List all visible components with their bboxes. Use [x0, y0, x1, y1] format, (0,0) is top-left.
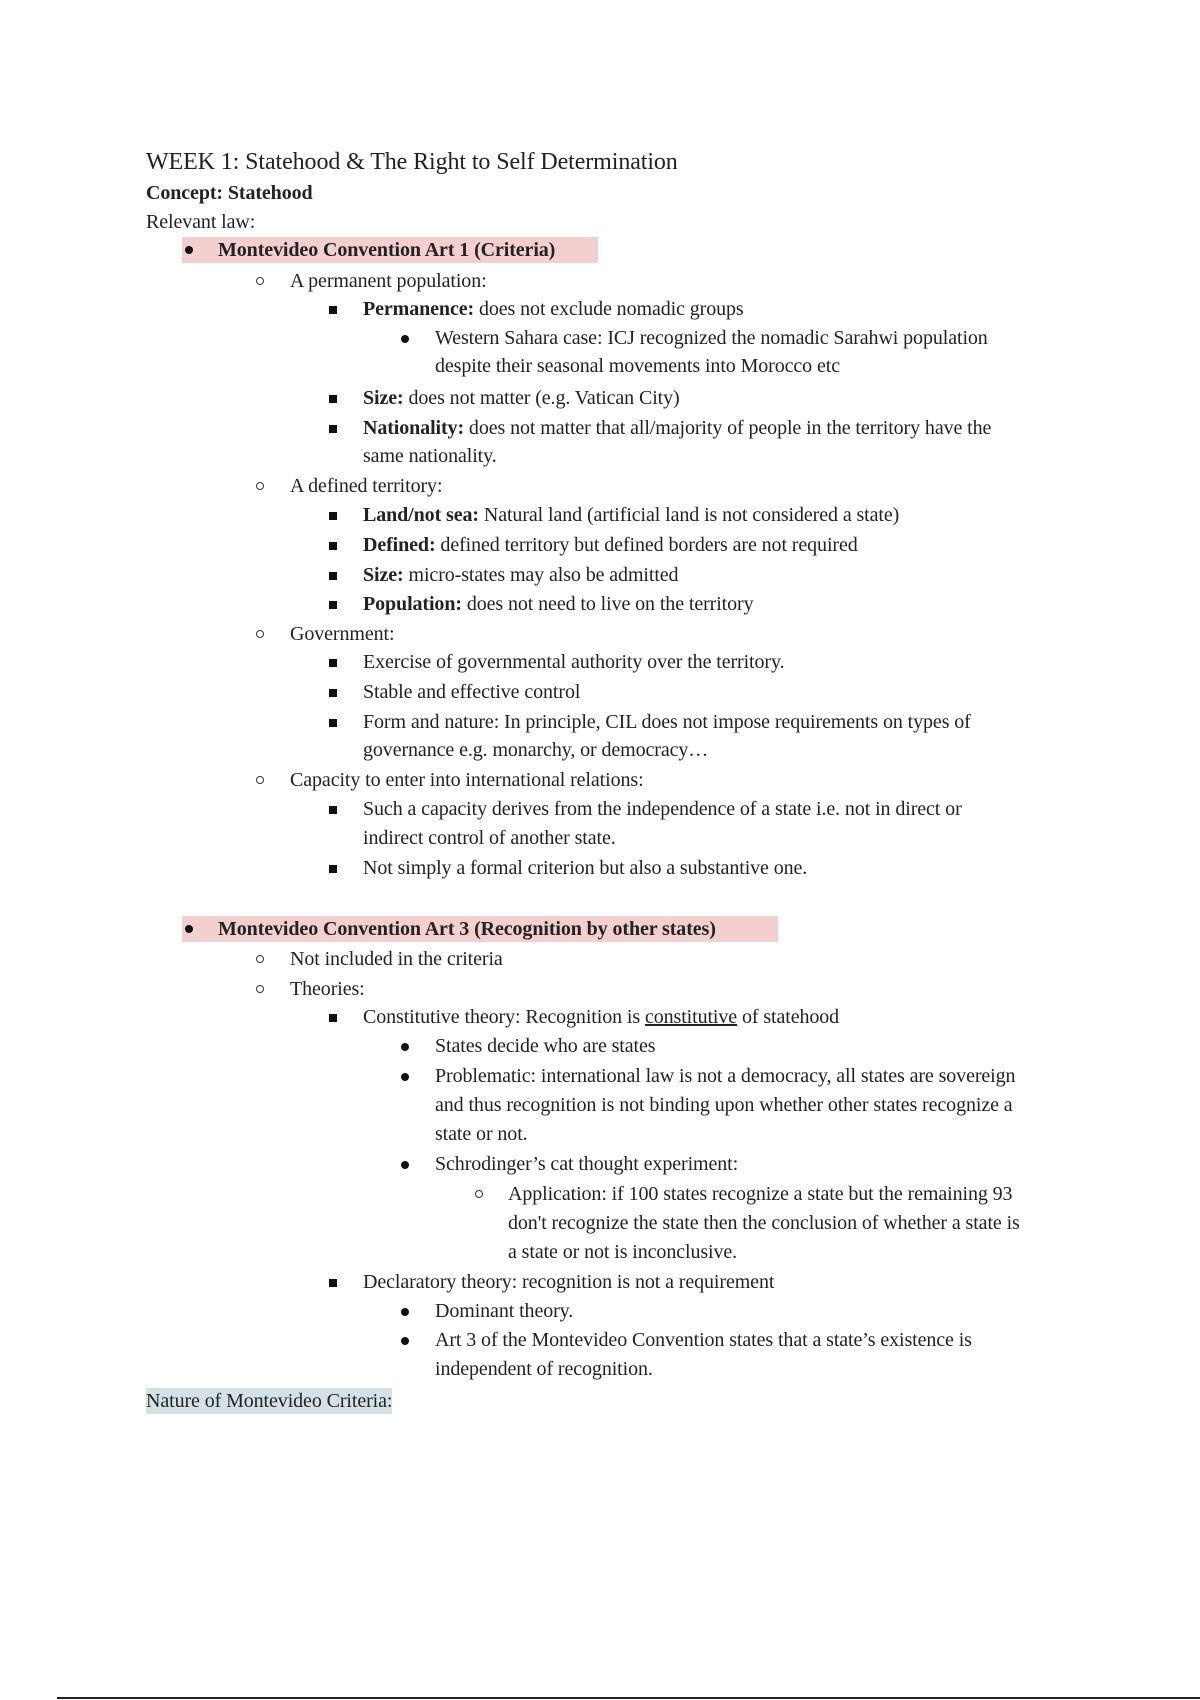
declaratory-sub-2-line-2: independent of recognition.	[435, 1358, 653, 1380]
constitutive-sub-3: Schrodinger’s cat thought experiment:	[435, 1153, 739, 1175]
declaratory-theory-item: Declaratory theory: recognition is not a requirement	[363, 1271, 775, 1293]
defined-text: defined territory but defined borders are not required	[435, 534, 858, 556]
bullet-disc	[185, 246, 193, 254]
bullet-square	[329, 425, 337, 433]
government-label: Government:	[290, 623, 395, 645]
relevant-law-label: Relevant law:	[146, 211, 256, 233]
territory-size-item	[363, 562, 678, 588]
bullet-square	[329, 659, 337, 667]
bullet-disc	[401, 1073, 409, 1081]
bullet-square	[329, 689, 337, 697]
constitutive-theory-item	[363, 1004, 839, 1030]
constitutive-prefix: Constitutive theory: Recognition is	[363, 1006, 645, 1028]
size-term: Size:	[363, 387, 404, 409]
defined-item	[363, 532, 858, 558]
bullet-disc	[401, 1308, 409, 1316]
permanence-item	[363, 296, 744, 322]
population-label: A permanent population:	[290, 270, 487, 292]
constitutive-underlined: constitutive	[644, 1006, 738, 1028]
bullet-square	[329, 719, 337, 727]
bullet-circle	[475, 1190, 483, 1198]
land-item	[363, 502, 899, 528]
population-text: does not need to live on the territory	[461, 593, 754, 615]
nationality-term: Nationality:	[363, 417, 465, 439]
government-item-2: Stable and effective control	[363, 681, 581, 703]
bullet-disc	[401, 1161, 409, 1169]
bullet-square	[329, 512, 337, 520]
bullet-square	[329, 806, 337, 814]
declaratory-sub-2-line-1: Art 3 of the Montevideo Convention states that a state’s existence is	[435, 1329, 972, 1351]
constitutive-sub-2-line-3: state or not.	[435, 1123, 528, 1145]
permanence-term: Permanence:	[363, 298, 475, 320]
constitutive-sub-1: States decide who are states	[435, 1035, 656, 1057]
bullet-circle	[256, 776, 264, 784]
nationality-line-2: same nationality.	[363, 445, 497, 467]
bullet-square	[329, 572, 337, 580]
constitutive-sub-2-line-1: Problematic: international law is not a democracy, all states are sovereign	[435, 1065, 1016, 1087]
government-item-3-line-1: Form and nature: In principle, CIL does not impose requirements on types of	[363, 711, 971, 733]
western-sahara-line-1: Western Sahara case: ICJ recognized the nomadic Sarahwi population	[435, 327, 988, 349]
population-size-item	[363, 385, 680, 411]
bullet-circle	[256, 630, 264, 638]
nationality-text: does not matter that all/majority of people in the territory have the	[464, 417, 992, 439]
bullet-square	[329, 1279, 337, 1287]
western-sahara-line-2: despite their seasonal movements into Morocco etc	[435, 355, 840, 377]
constitutive-sub-2-line-2: and thus recognition is not binding upon whether other states recognize a	[435, 1094, 1013, 1116]
page-title: WEEK 1: Statehood & The Right to Self Determination	[146, 149, 678, 175]
capacity-item-2: Not simply a formal criterion but also a substantive one.	[363, 857, 808, 879]
government-item-1: Exercise of governmental authority over the territory.	[363, 651, 785, 673]
size-text: does not matter (e.g. Vatican City)	[403, 387, 680, 409]
territory-population-item	[363, 591, 754, 617]
bullet-square	[329, 395, 337, 403]
bullet-square	[329, 542, 337, 550]
bullet-circle	[256, 985, 264, 993]
government-item-3-line-2: governance e.g. monarchy, or democracy…	[363, 739, 709, 761]
bullet-circle	[256, 277, 264, 285]
defined-term: Defined:	[363, 534, 436, 556]
bullet-square	[329, 1014, 337, 1022]
size-text: micro-states may also be admitted	[403, 564, 679, 586]
not-included-item: Not included in the criteria	[290, 948, 503, 970]
bullet-disc	[401, 1043, 409, 1051]
application-line-1: Application: if 100 states recognize a state but the remaining 93	[508, 1183, 1013, 1205]
bullet-circle	[256, 955, 264, 963]
bullet-circle	[256, 482, 264, 490]
capacity-label: Capacity to enter into international relations:	[290, 769, 644, 791]
bullet-square	[329, 865, 337, 873]
capacity-item-1-line-2: indirect control of another state.	[363, 827, 616, 849]
size-term: Size:	[363, 564, 404, 586]
footer-rule	[57, 1697, 1200, 1699]
application-line-3: a state or not is inconclusive.	[508, 1241, 738, 1263]
art3-heading: Montevideo Convention Art 3 (Recognition by other states)	[218, 918, 716, 940]
art1-heading: Montevideo Convention Art 1 (Criteria)	[218, 239, 556, 261]
application-line-2: don't recognize the state then the conclusion of whether a state is	[508, 1212, 1020, 1234]
nature-heading: Nature of Montevideo Criteria:	[146, 1390, 393, 1412]
population-term: Population:	[363, 593, 462, 615]
declaratory-sub-1: Dominant theory.	[435, 1300, 574, 1322]
concept-heading: Concept: Statehood	[146, 182, 313, 204]
land-term: Land/not sea:	[363, 504, 479, 526]
nationality-item	[363, 415, 991, 441]
bullet-disc	[401, 1337, 409, 1345]
bullet-square	[329, 601, 337, 609]
land-text: Natural land (artificial land is not considered a state)	[478, 504, 900, 526]
bullet-disc	[401, 335, 409, 343]
bullet-square	[329, 306, 337, 314]
territory-label: A defined territory:	[290, 475, 443, 497]
capacity-item-1-line-1: Such a capacity derives from the independence of a state i.e. not in direct or	[363, 798, 962, 820]
permanence-text: does not exclude nomadic groups	[474, 298, 744, 320]
theories-label: Theories:	[290, 978, 365, 1000]
bullet-disc	[185, 925, 193, 933]
constitutive-suffix: of statehood	[737, 1006, 840, 1028]
